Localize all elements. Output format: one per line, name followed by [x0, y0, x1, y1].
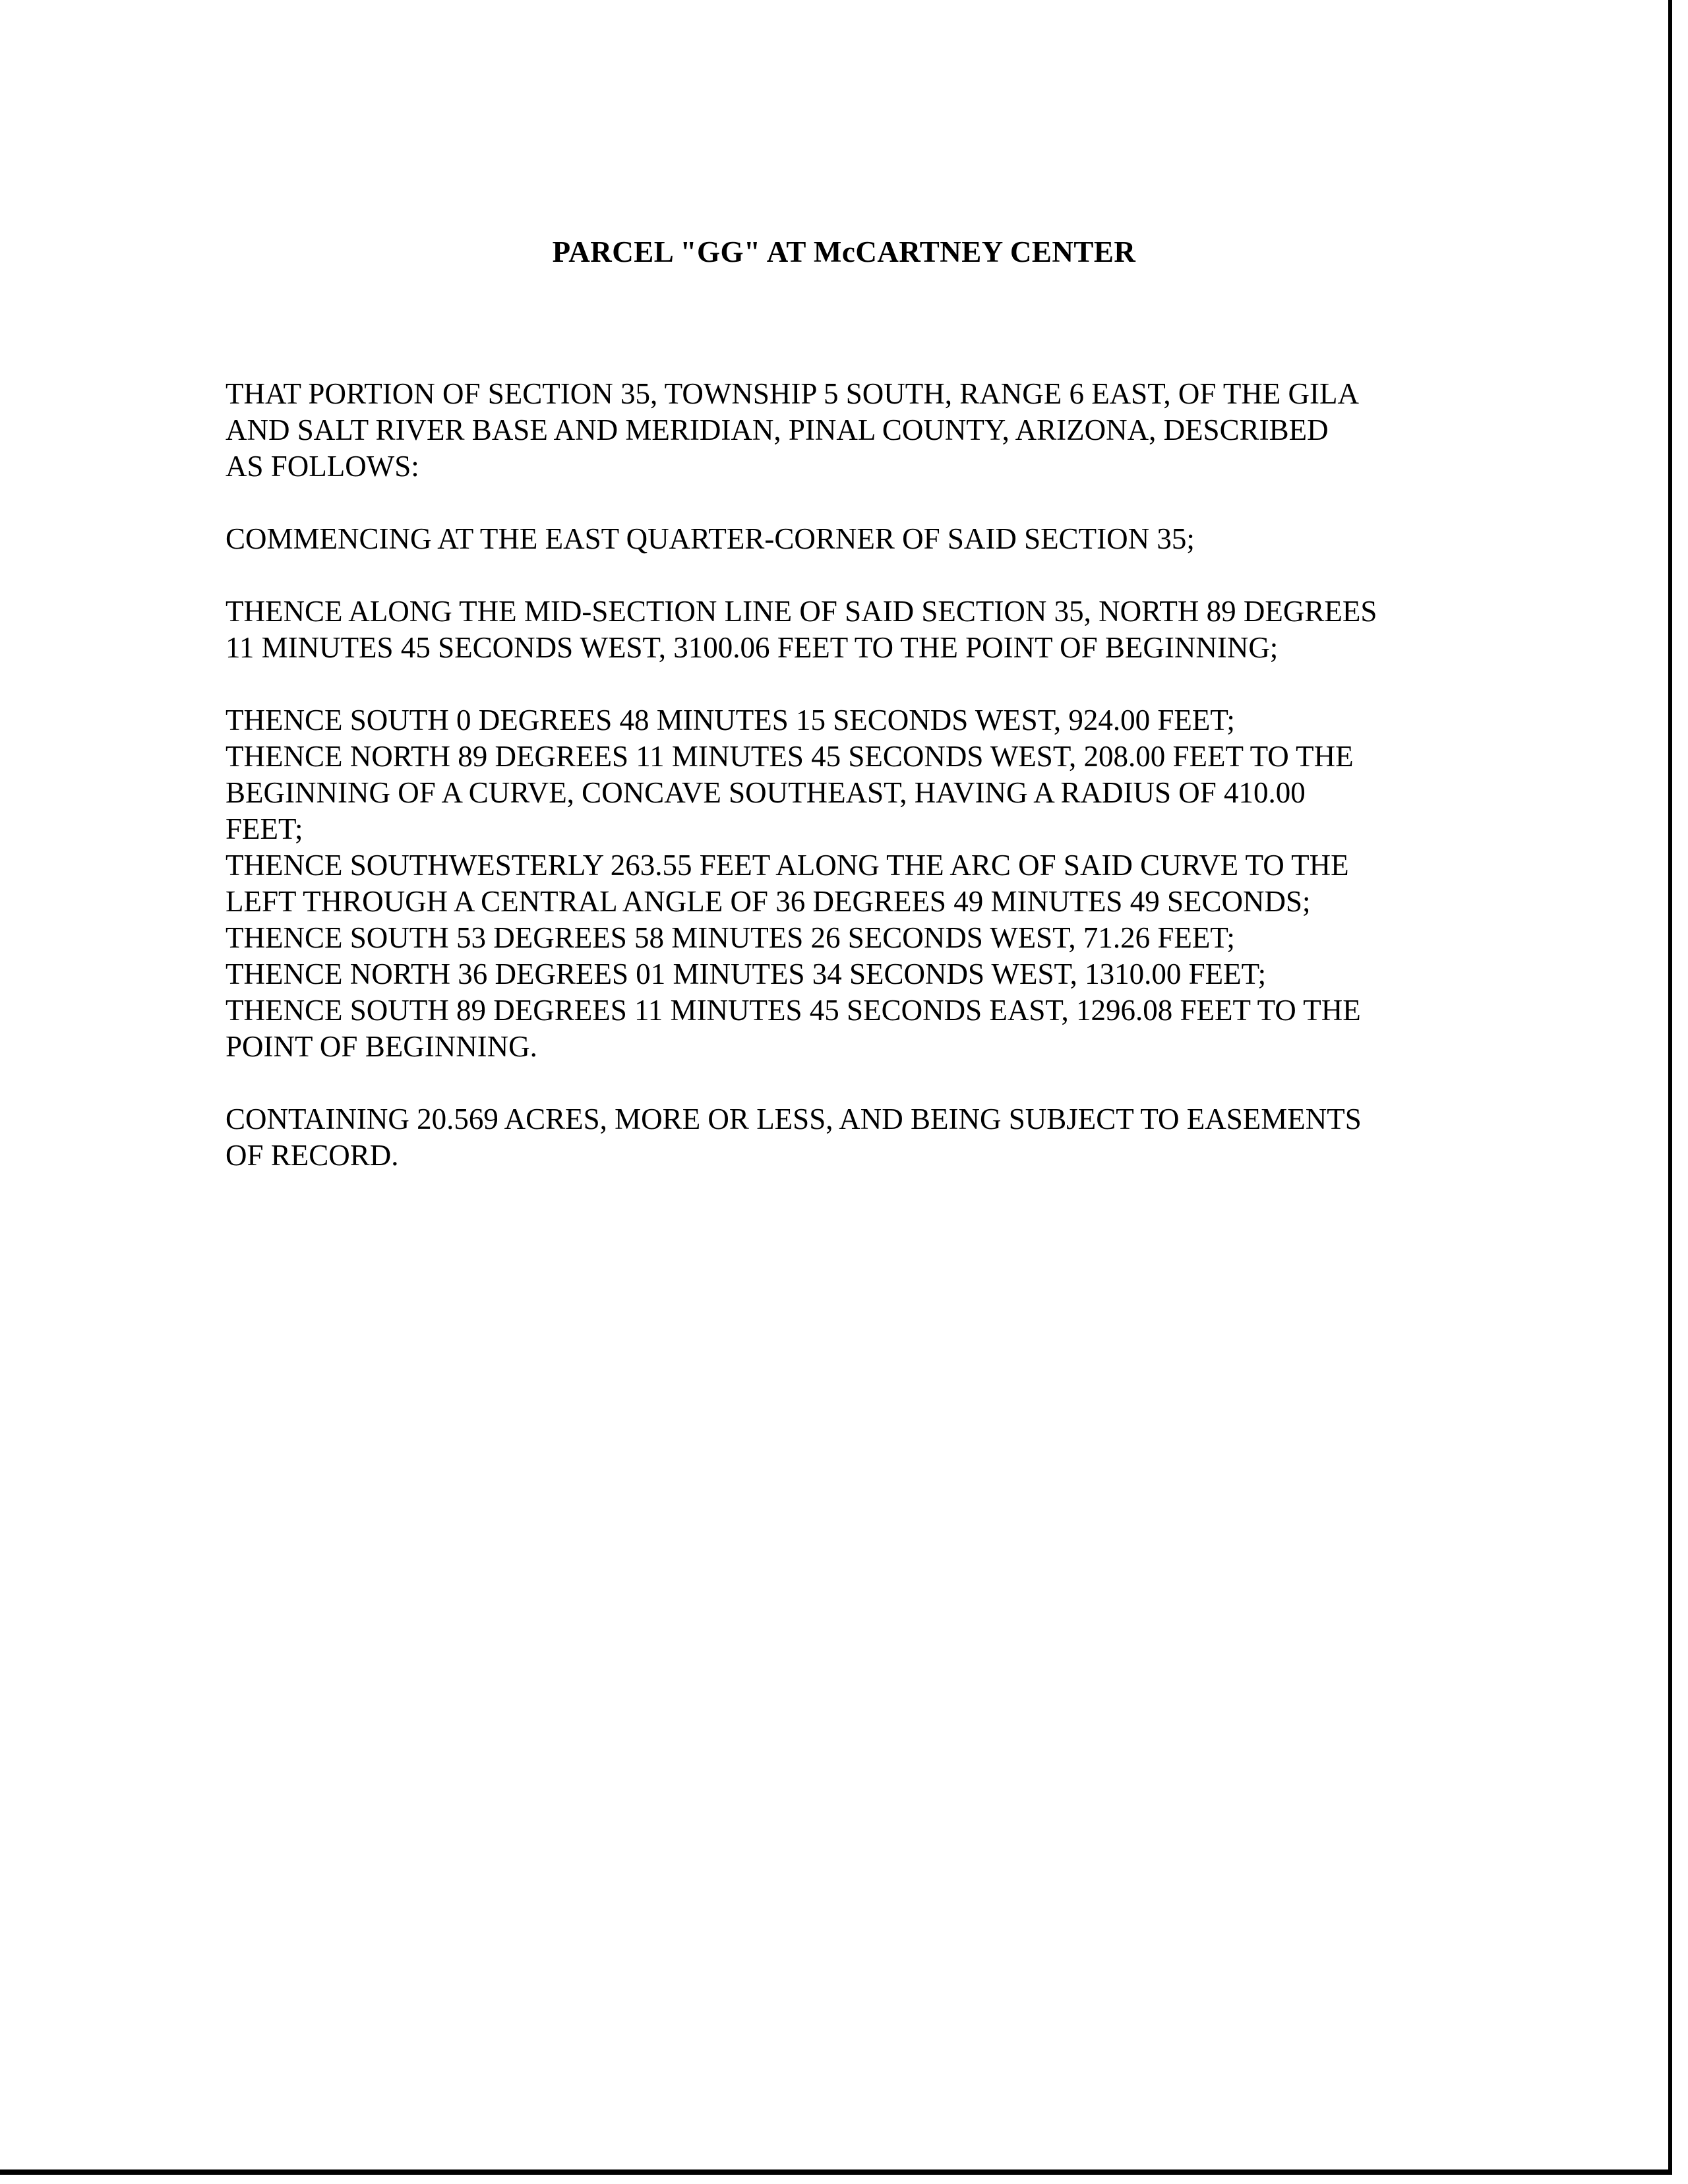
text-line: THENCE SOUTH 89 DEGREES 11 MINUTES 45 SECONDS EAST, 1296.08 FEET TO THE — [226, 994, 1361, 1027]
text-line: OF RECORD. — [226, 1139, 399, 1172]
text-line: COMMENCING AT THE EAST QUARTER-CORNER OF SAID SECTION 35; — [226, 522, 1195, 555]
text-line: LEFT THROUGH A CENTRAL ANGLE OF 36 DEGREES 49 MINUTES 49 SECONDS; — [226, 885, 1311, 918]
paragraph-boundary-courses — [226, 702, 1505, 1065]
legal-description — [226, 376, 1505, 1210]
paragraph-commencing — [226, 521, 1505, 557]
paragraph-acreage — [226, 1101, 1505, 1174]
text-line: FEET; — [226, 812, 303, 845]
paragraph-portion-description — [226, 376, 1505, 485]
page-border-bottom — [0, 2169, 1672, 2175]
text-line: THENCE SOUTH 0 DEGREES 48 MINUTES 15 SECONDS WEST, 924.00 FEET; — [226, 704, 1235, 737]
paragraph-point-of-beginning — [226, 593, 1505, 666]
text-line: THENCE SOUTHWESTERLY 263.55 FEET ALONG THE ARC OF SAID CURVE TO THE — [226, 849, 1349, 882]
text-line: THENCE NORTH 89 DEGREES 11 MINUTES 45 SECONDS WEST, 208.00 FEET TO THE — [226, 740, 1354, 773]
text-line: THENCE SOUTH 53 DEGREES 58 MINUTES 26 SECONDS WEST, 71.26 FEET; — [226, 921, 1235, 954]
text-line: AS FOLLOWS: — [226, 450, 419, 483]
text-line: CONTAINING 20.569 ACRES, MORE OR LESS, AND BEING SUBJECT TO EASEMENTS — [226, 1103, 1362, 1136]
text-line: THENCE NORTH 36 DEGREES 01 MINUTES 34 SECONDS WEST, 1310.00 FEET; — [226, 957, 1267, 990]
document-title: PARCEL "GG" AT McCARTNEY CENTER — [552, 235, 1136, 268]
text-line: POINT OF BEGINNING. — [226, 1030, 537, 1063]
text-line: AND SALT RIVER BASE AND MERIDIAN, PINAL COUNTY, ARIZONA, DESCRIBED — [226, 413, 1329, 446]
text-line: BEGINNING OF A CURVE, CONCAVE SOUTHEAST, HAVING A RADIUS OF 410.00 — [226, 776, 1306, 809]
page-border-right — [1668, 0, 1672, 2173]
text-line: THAT PORTION OF SECTION 35, TOWNSHIP 5 SOUTH, RANGE 6 EAST, OF THE GILA — [226, 377, 1360, 410]
text-line: 11 MINUTES 45 SECONDS WEST, 3100.06 FEET TO THE POINT OF BEGINNING; — [226, 631, 1279, 664]
text-line: THENCE ALONG THE MID-SECTION LINE OF SAID SECTION 35, NORTH 89 DEGREES — [226, 595, 1377, 628]
